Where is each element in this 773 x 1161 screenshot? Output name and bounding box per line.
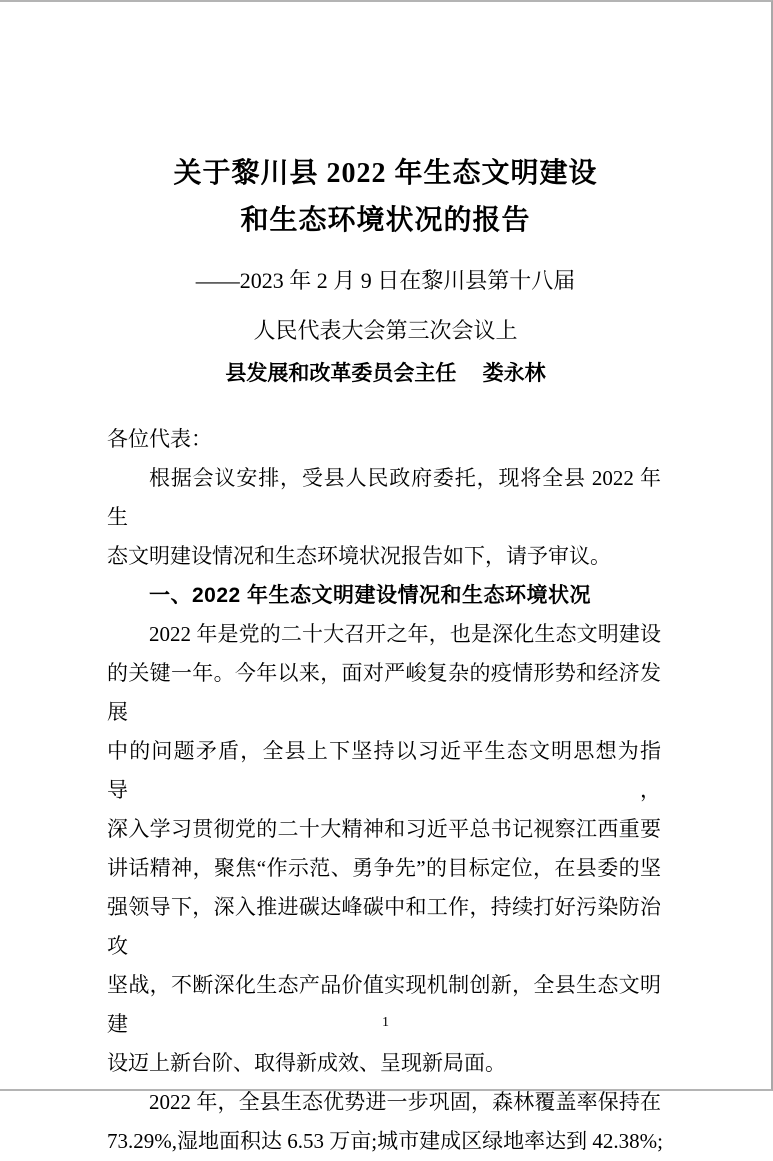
body-line: 设迈上新台阶、取得新成效、呈现新局面。 — [107, 1051, 506, 1075]
author-line: 县发展和改革委员会主任 娄永林 — [225, 361, 546, 385]
subtitle-line-1: ——2023 年 2 月 9 日在黎川县第十八届 — [195, 268, 576, 293]
body-line: 各位代表： — [107, 427, 212, 451]
body-line: 深入学习贯彻党的二十大精神和习近平总书记视察江西重要 — [107, 817, 661, 841]
page-number: 1 — [382, 1015, 389, 1030]
body-line: 的关键一年。今年以来，面对严峻复杂的疫情形势和经济发展 — [107, 661, 661, 724]
body-line: 2022 年是党的二十大召开之年，也是深化生态文明建设 — [149, 622, 661, 646]
section-heading: 一、2022 年生态文明建设情况和生态环境状况 — [149, 584, 592, 607]
body-line: 坚战，不断深化生态产品价值实现机制创新，全县生态文明建 — [107, 973, 661, 1036]
body-line: 2022 年，全县生态优势进一步巩固，森林覆盖率保持在 — [149, 1090, 661, 1114]
title-line-1: 关于黎川县 2022 年生态文明建设 — [173, 158, 598, 189]
body-line: 73.29%,湿地面积达 6.53 万亩;城市建成区绿地率达到 42.38%; — [107, 1129, 663, 1153]
body-line: 讲话精神，聚焦“作示范、勇争先”的目标定位，在县委的坚 — [107, 856, 661, 880]
title-line-2: 和生态环境状况的报告 — [240, 205, 531, 236]
subtitle-line-2: 人民代表大会第三次会议上 — [253, 318, 518, 343]
document-body — [0, 420, 771, 1161]
body-line: 态文明建设情况和生态环境状况报告如下，请予审议。 — [107, 544, 611, 568]
body-line: 中的问题矛盾，全县上下坚持以习近平生态文明思想为指导， — [107, 739, 661, 802]
body-line: 根据会议安排，受县人民政府委托，现将全县 2022 年生 — [107, 466, 661, 529]
document-title — [0, 2, 771, 244]
document-subtitle — [0, 256, 771, 356]
body-line: 强领导下，深入推进碳达峰碳中和工作，持续打好污染防治攻 — [107, 895, 661, 958]
